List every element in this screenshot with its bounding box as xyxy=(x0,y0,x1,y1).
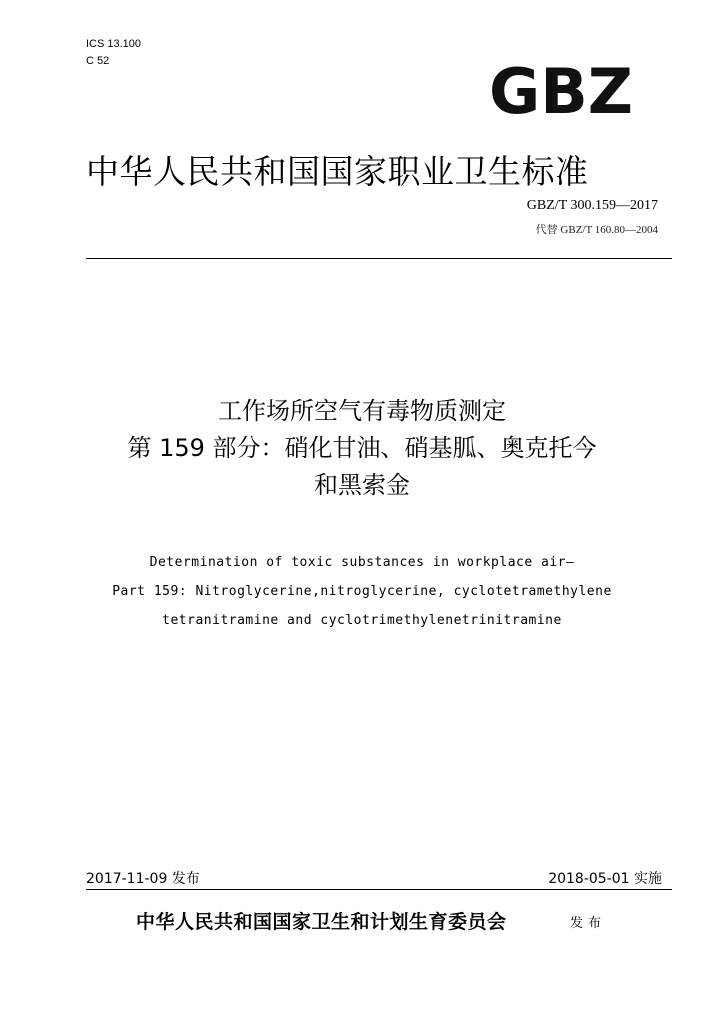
english-title-line-3: tetranitramine and cyclotrimethylenetrinitramine xyxy=(162,613,562,628)
issue-date: 2017-11-09 发布 xyxy=(86,871,200,887)
chinese-title-line-3: 和黑索金 xyxy=(314,471,410,499)
footer-divider xyxy=(86,889,672,890)
standard-category-title: 中华人民共和国国家职业卫生标准 xyxy=(86,152,589,191)
issuing-authority: 中华人民共和国国家卫生和计划生育委员会 xyxy=(136,911,507,933)
chinese-title xyxy=(0,393,724,504)
english-title xyxy=(0,548,724,635)
replaces-standard: 代替 GBZ/T 160.80—2004 xyxy=(535,224,658,236)
implementation-date: 2018-05-01 实施 xyxy=(548,871,662,887)
header-divider xyxy=(86,258,672,259)
gbz-logo-text: GBZ xyxy=(489,62,633,116)
ics-number: ICS 13.100 xyxy=(86,38,142,50)
issue-label: 发布 xyxy=(570,916,607,931)
classification-block xyxy=(86,36,141,70)
standard-code: GBZ/T 300.159—2017 xyxy=(526,198,658,213)
chinese-title-line-2: 第 159 部分：硝化甘油、硝基胍、奥克托今 xyxy=(127,434,597,462)
gbz-logo xyxy=(488,62,634,116)
chinese-title-line-1: 工作场所空气有毒物质测定 xyxy=(218,397,506,425)
english-title-line-2: Part 159: Nitroglycerine,nitroglycerine, cyclotetramethylene xyxy=(112,584,612,599)
ccs-number: C 52 xyxy=(86,55,110,67)
english-title-line-1: Determination of toxic substances in workplace air— xyxy=(149,555,575,570)
